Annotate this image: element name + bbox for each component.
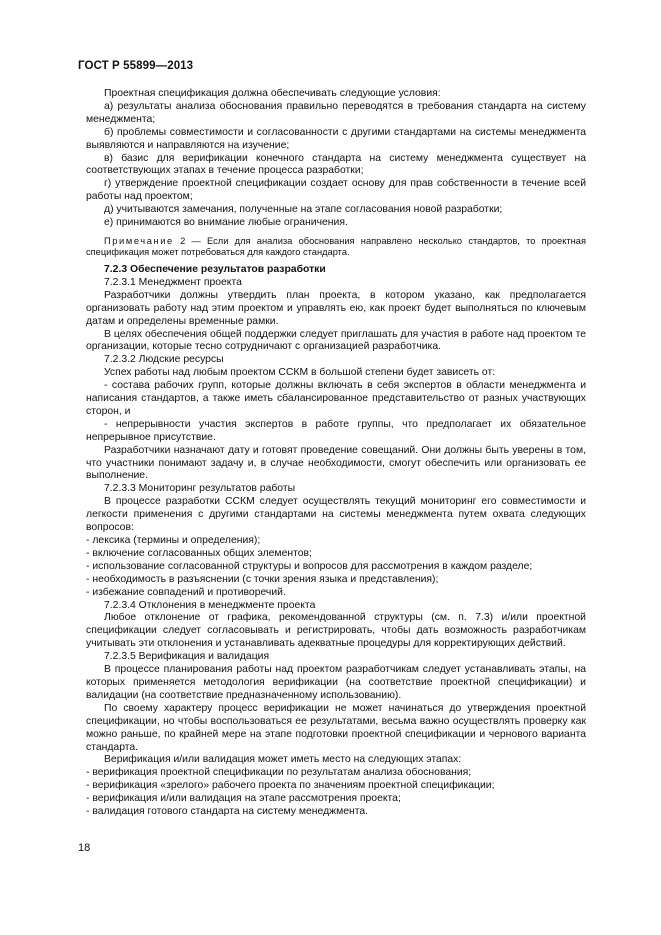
list-item: - включение согласованных общих элементов; xyxy=(86,547,312,559)
paragraph: д) учитываются замечания, полученные на этапе согласования новой разработки; xyxy=(104,204,503,216)
page-number: 18 xyxy=(78,842,91,854)
list-item: - непрерывности участия экспертов в работе группы, что предполагает их обязательное непрерывное присутствие. xyxy=(86,418,586,443)
paragraph: В целях обеспечения общей поддержки следует приглашать для участия в работе над проектом те организации, которые тесно сотрудничают с организацией разработчика. xyxy=(86,328,586,353)
list-item: - состава рабочих групп, которые должны включать в себя экспертов в области менеджмента и написания стандартов, а также иметь сбалансированное представительство от разных участвующих сторон, и xyxy=(86,380,586,417)
paragraph: Успех работы над любым проектом ССКМ в большой степени будет зависеть от: xyxy=(104,367,496,379)
list-item: - верификация «зрелого» рабочего проекта по значениям проектной спецификации; xyxy=(86,780,495,792)
paragraph: В процессе планирования работы над проектом разработчикам следует устанавливать этапы, на которых применяется методология верификации (на соответствие проектной спецификации) и валидации (на соответствие предназначенному использованию). xyxy=(86,664,586,701)
paragraph: В процессе разработки ССКМ следует осуществлять текущий мониторинг его совместимости и легкости применения с другими стандартами на системы менеджмента путем охвата следующих вопросов: xyxy=(86,496,586,534)
subsection-heading: 7.2.3.1 Менеджмент проекта xyxy=(104,276,242,288)
note xyxy=(86,236,586,259)
paragraph: Разработчики назначают дату и готовят проведение совещаний. Они должны быть уверены в том, что участники понимают задачу и, в случае необходимости, смогут обеспечить или организовать ее выполнение. xyxy=(86,444,586,482)
paragraph: Проектная спецификация должна обеспечивать следующие условия: xyxy=(104,88,441,99)
list-item: - использование согласованной структуры и вопросов для рассмотрения в каждом разделе; xyxy=(86,560,533,572)
paragraph: е) принимаются во внимание любые ограничения. xyxy=(104,217,348,229)
list-item: - валидация готового стандарта на систему менеджмента. xyxy=(86,806,369,818)
section-heading: 7.2.3 Обеспечение результатов разработки xyxy=(104,263,326,275)
paragraph: Разработчики должны утвердить план проекта, в котором указано, как предполагается организовать работу над этим проектом и управлять ею, как проект будет выполняться по ключевым датам и определены временные рамки. xyxy=(86,289,586,327)
paragraph: г) утверждение проектной спецификации создает основу для прав собственности в течение всей работы над проектом; xyxy=(86,178,586,203)
paragraph: б) проблемы совместимости и согласованности с другими стандартами на системы менеджмента выявляются и направляются на изучение; xyxy=(86,126,586,151)
list-item: - необходимость в разъяснении (с точки зрения языка и представления); xyxy=(86,573,439,585)
document-body xyxy=(86,88,586,819)
subsection-heading: 7.2.3.2 Людские ресурсы xyxy=(104,354,224,366)
list-item: - избежание совпадений и противоречий. xyxy=(86,586,286,598)
list-item: - верификация и/или валидация на этапе рассмотрения проекта; xyxy=(86,793,401,805)
subsection-heading: 7.2.3.4 Отклонения в менеджменте проекта xyxy=(104,599,316,611)
list-item: - верификация проектной спецификации по результатам анализа обоснования; xyxy=(86,767,472,779)
paragraph: Верификация и/или валидация может иметь место на следующих этапах: xyxy=(104,754,462,766)
document-header: ГОСТ Р 55899—2013 xyxy=(78,60,194,72)
list-item: - лексика (термины и определения); xyxy=(86,535,261,546)
note-label: Примечание xyxy=(104,235,174,246)
paragraph: в) базис для верификации конечного стандарта на систему менеджмента существует на соответствующих этапах в течение процесса разработки; xyxy=(86,152,586,177)
subsection-heading: 7.2.3.3 Мониторинг результатов работы xyxy=(104,483,296,495)
subsection-heading: 7.2.3.5 Верификация и валидация xyxy=(104,651,270,663)
paragraph: а) результаты анализа обоснования правильно переводятся в требования стандарта на систему менеджмента; xyxy=(86,100,586,125)
paragraph: Любое отклонение от графика, рекомендованной структуры (см. п. 7.3) и/или проектной спецификации следует согласовывать и регистрировать, чтобы дать возможность разработчикам учитывать эти отклонения и устанавливать адекватные процедуры для корректирующих действий. xyxy=(86,612,586,650)
note-text: 2 — Если для анализа обоснования направлено несколько стандартов, то проектная спецификация может потребоваться для каждого стандарта. xyxy=(86,235,586,258)
paragraph: По своему характеру процесс верификации не может начинаться до утверждения проектной спецификации, но чтобы воспользоваться ее результатами, весьма важно осуществлять проверку как можно раньше, по крайней мере на этапе подготовки проектной спецификации и чернового варианта стандарта. xyxy=(86,702,586,753)
